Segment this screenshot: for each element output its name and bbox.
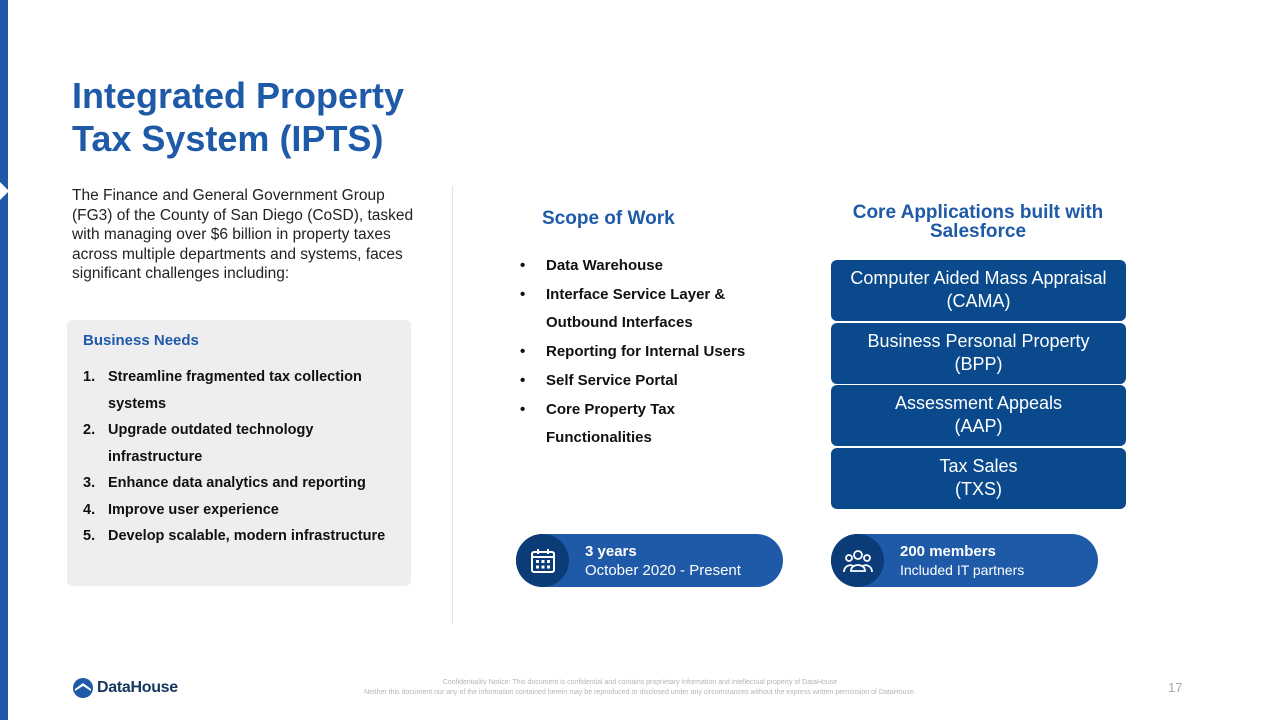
- left-accent-bar: [0, 0, 8, 720]
- confidentiality-notice-line: Neither this document nor any of the information contained herein may be reproduced or disclosed under any circumstances without the express written permission of DataHouse.: [364, 689, 916, 696]
- bullet-icon: •: [520, 285, 526, 303]
- business-need-item: [83, 417, 403, 470]
- people-icon: [831, 534, 884, 587]
- app-card-cama: [831, 260, 1126, 321]
- app-name: Computer Aided Mass Appraisal: [850, 268, 1107, 288]
- page-number: 17: [1168, 680, 1183, 695]
- bullet-icon: •: [520, 343, 526, 361]
- confidentiality-notice: [290, 678, 990, 698]
- column-divider: [452, 186, 453, 624]
- intro-paragraph: The Finance and General Government Group (FG3) of the County of San Diego (CoSD), tasked with managing over $6 billion in property taxes across multiple departments and systems, faces significant challenges including:: [72, 187, 414, 282]
- scope-of-work-list: [520, 252, 780, 453]
- business-need-number: 1.: [83, 369, 96, 385]
- app-card-txs: [831, 448, 1126, 509]
- app-abbr: (CAMA): [946, 291, 1011, 311]
- scope-item: [520, 396, 780, 453]
- team-text: [900, 543, 1024, 580]
- team-headline: 200 members: [900, 543, 996, 560]
- duration-headline: 3 years: [585, 543, 637, 560]
- business-needs-list: [83, 364, 403, 550]
- confidentiality-notice-line: Confidentiality Notice: This document is confidential and contains proprietary information and intellectual property of DataHouse: [442, 679, 838, 686]
- app-card-bpp: [831, 323, 1126, 384]
- datahouse-logo-icon: [72, 678, 94, 698]
- app-card-aap: [831, 385, 1126, 446]
- scope-of-work-title: Scope of Work: [542, 208, 675, 229]
- app-name: Tax Sales: [939, 456, 1018, 476]
- bullet-icon: •: [520, 371, 526, 389]
- calendar-icon: [516, 534, 569, 587]
- bullet-icon: •: [520, 257, 526, 274]
- app-abbr: (AAP): [954, 416, 1003, 436]
- scope-item: [520, 252, 780, 281]
- business-need-text: Upgrade outdated technology infrastructure: [108, 422, 314, 465]
- left-accent-notch: [0, 182, 9, 200]
- business-need-number: 3.: [83, 475, 96, 491]
- scope-item-text: Data Warehouse: [546, 257, 663, 274]
- app-abbr: (TXS): [955, 479, 1002, 499]
- scope-item: [520, 281, 780, 338]
- scope-item: [520, 367, 780, 396]
- business-need-text: Develop scalable, modern infrastructure: [108, 528, 386, 544]
- scope-item-text: Reporting for Internal Users: [546, 343, 746, 361]
- scope-item-text: Core Property Tax Functionalities: [546, 400, 675, 447]
- scope-item: [520, 338, 780, 367]
- app-abbr: (BPP): [954, 354, 1003, 374]
- datahouse-wordmark: DataHouse: [97, 679, 178, 696]
- business-need-text: Enhance data analytics and reporting: [108, 475, 366, 491]
- duration-pill: [516, 534, 783, 587]
- app-name: Assessment Appeals: [894, 393, 1063, 413]
- business-needs-title: Business Needs: [83, 332, 199, 349]
- business-need-number: 5.: [83, 528, 96, 544]
- business-need-item: [83, 523, 403, 550]
- business-need-number: 2.: [83, 422, 96, 438]
- business-need-number: 4.: [83, 501, 96, 518]
- business-need-item: [83, 497, 403, 524]
- scope-item-text: Self Service Portal: [546, 371, 678, 389]
- team-pill: [831, 534, 1098, 587]
- bullet-icon: •: [520, 400, 526, 418]
- page-title: Integrated Property Tax System (IPTS): [72, 75, 405, 159]
- duration-detail: October 2020 - Present: [585, 562, 741, 579]
- business-need-text: Streamline fragmented tax collection systems: [108, 369, 362, 412]
- business-need-item: [83, 364, 403, 417]
- team-detail: Included IT partners: [900, 562, 1025, 578]
- business-needs-panel: [67, 320, 411, 586]
- core-applications-title: Core Applications built with Salesforce: [852, 202, 1104, 242]
- datahouse-logo: [72, 678, 178, 698]
- app-name: Business Personal Property: [867, 331, 1090, 351]
- scope-item-text: Interface Service Layer & Outbound Interfaces: [546, 285, 726, 332]
- business-need-item: [83, 470, 403, 497]
- business-need-text: Improve user experience: [108, 501, 279, 518]
- duration-text: [585, 543, 741, 580]
